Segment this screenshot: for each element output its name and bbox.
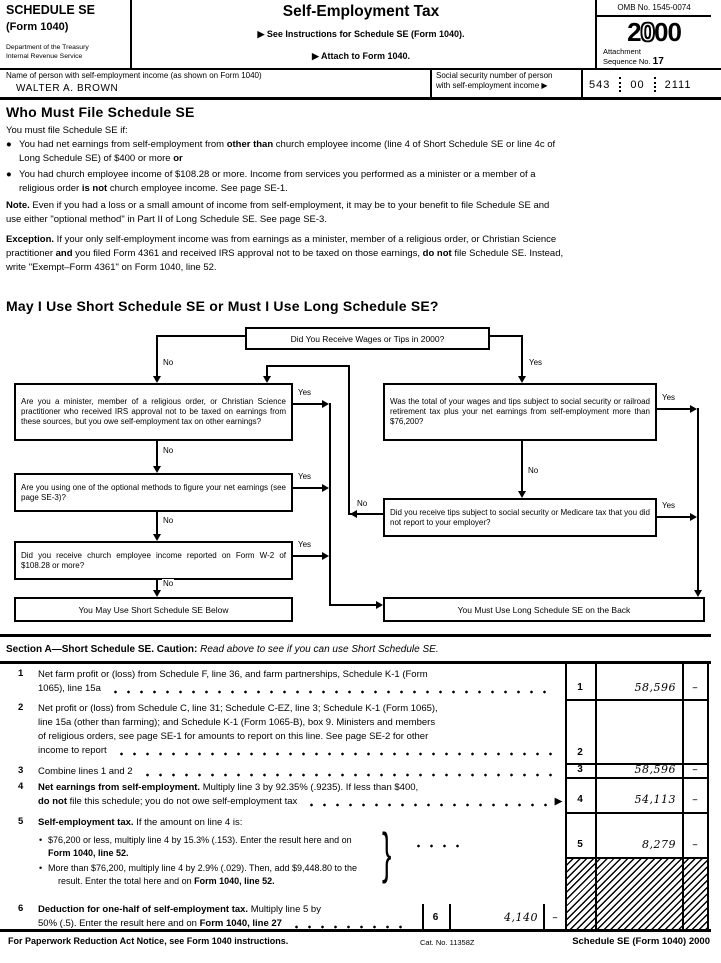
attachment-label: Attachment: [603, 47, 641, 56]
name-row-divider-1: [430, 68, 432, 97]
tax-year-part3: 00: [654, 17, 681, 47]
no-label: No: [163, 358, 174, 367]
line-5-bullet-2: • More than $76,200, multiply line 4 by 2.9% (.029). Then, add $9,448.80 to the result. Enter the total here and on Form 1040, line 52.: [39, 863, 358, 886]
exception-paragraph: Exception. If your only self-employment income was from earnings as a minister, member of a religious order, or Christian Science practitioner and you filed Form 4361 and received IRS approval not to be taxed on those earnings, do not file Schedule SE. Instead, write "Exempt–Form 4361" on Form 1040, line 52.: [6, 234, 564, 273]
no-label: No: [163, 579, 174, 588]
line-item-2-text: Net profit or (loss) from Schedule C, line 31; Schedule C-EZ, line 3; Schedule K-1 (Form 1065), line 15a (other than farming); and Schedule K-1 (Form 1065-B), box 9. Ministers and members of religious orders, see page SE-1 for amounts to report on this line. See page SE-2 for other income to report: [38, 702, 562, 758]
tax-year: [597, 17, 711, 48]
dot-leader: [305, 797, 548, 809]
line-2-row-number: 2: [577, 747, 583, 758]
section-rule: [0, 634, 711, 637]
brace-glyph: }: [382, 821, 392, 884]
omb-number: OMB No. 1545-0074: [597, 3, 711, 17]
line-6-amount-field[interactable]: 4,140: [504, 911, 538, 924]
minister-question-box: Are you a minister, member of a religious order, or Christian Science practitioner who received IRS approval not to be taxed on earnings from these sources, but you owe self-employment tax on other earnings?: [14, 383, 293, 441]
ssn-field[interactable]: [589, 77, 691, 92]
bullet-icon: ●: [6, 139, 12, 150]
flow-line: [348, 365, 350, 515]
ssn-separator: [619, 77, 621, 92]
line-5-row-number: 5: [577, 839, 583, 850]
line-3-row-number: 3: [577, 764, 583, 775]
church-income-question-box: Did you receive church employee income reported on Form W-2 of $108.28 or more?: [14, 541, 293, 580]
yes-label: Yes: [529, 358, 543, 367]
ssn-separator: [654, 77, 656, 92]
flow-arrow-down: [518, 376, 526, 383]
line-item-5-text: Self-employment tax. If the amount on line 4 is:: [38, 817, 243, 828]
unreported-tips-question-box: Did you receive tips subject to social security or Medicare tax that you did not report to your employer?: [383, 498, 657, 537]
bullet-icon: •: [39, 863, 43, 873]
flow-line: [156, 441, 158, 468]
paperwork-notice: For Paperwork Reduction Act Notice, see Form 1040 instructions.: [8, 936, 289, 946]
flowchart: [0, 320, 721, 628]
flow-line: [657, 516, 691, 518]
table-bottom-rule: [0, 929, 711, 932]
line-5-number: 5: [18, 816, 24, 827]
flow-arrow-right: [690, 405, 697, 413]
line-1-number: 1: [18, 668, 24, 679]
bullet-icon: •: [39, 835, 43, 845]
line-6-number: 6: [18, 903, 24, 914]
flow-arrow-right: [322, 484, 329, 492]
yes-label: Yes: [298, 472, 312, 481]
line-6-box-number: 6: [432, 912, 439, 923]
table-row-line: [565, 857, 709, 859]
line-item-6-text: Deduction for one-half of self-employment tax. Multiply line 5 by 50% (.5). Enter the result here and on Form 1040, line 27: [38, 903, 418, 931]
form-footer-id: Schedule SE (Form 1040) 2000: [572, 936, 710, 947]
flow-line: [156, 512, 158, 536]
line-5-amount-field[interactable]: 8,279: [642, 838, 676, 851]
table-top-rule: [0, 661, 711, 664]
flow-line: [266, 365, 350, 367]
flow-arrow-right: [690, 513, 697, 521]
see-instructions-note: ▶ See Instructions for Schedule SE (Form 1040).: [257, 29, 465, 39]
flow-line: [329, 403, 331, 606]
name-field[interactable]: WALTER A. BROWN: [16, 83, 119, 94]
flow-line: [490, 335, 523, 337]
flow-arrow-down: [153, 590, 161, 597]
form-header: [0, 0, 721, 68]
flow-line: [697, 408, 699, 590]
table-row-line: [565, 699, 709, 701]
ssn-label: Social security number of person with self-employment income ▶: [436, 71, 553, 90]
dot-leader: [115, 746, 556, 758]
tax-year-part2: 0: [640, 17, 654, 47]
line-4-cents-field[interactable]: –: [692, 793, 698, 806]
table-row-line: [565, 777, 709, 779]
name-row-divider-2: [581, 68, 583, 97]
line-item-1-text: Net farm profit or (loss) from Schedule F, line 36, and farm partnerships, Schedule K-1 (Form 1065), line 15a: [38, 668, 562, 696]
flow-line: [156, 335, 245, 337]
dot-leader: [412, 838, 460, 850]
hatched-area: [566, 858, 709, 929]
line-6-cell-border: [449, 904, 451, 930]
flowchart-heading: May I Use Short Schedule SE or Must I Use Long Schedule SE?: [6, 298, 439, 314]
flow-arrow-right: [322, 552, 329, 560]
line-1-row-number: 1: [577, 682, 583, 693]
no-label: No: [357, 499, 368, 508]
name-row-bottom-rule: [0, 97, 721, 100]
line-4-amount-field[interactable]: 54,113: [634, 793, 676, 806]
line-6-cents-field[interactable]: –: [552, 911, 558, 924]
wages-threshold-question-box: Was the total of your wages and tips subject to social security or railroad retirement tax plus your net earnings from self-employment more than $76,200?: [383, 383, 657, 441]
ssn-part-2[interactable]: 00: [630, 78, 645, 91]
flow-arrow-down: [263, 376, 271, 383]
optional-methods-question-box: Are you using one of the optional methods to figure your net earnings (see page SE-3)?: [14, 473, 293, 512]
flow-arrow-right: [322, 400, 329, 408]
no-label: No: [528, 466, 539, 475]
flow-line: [329, 604, 376, 606]
who-intro: You must file Schedule SE if:: [6, 125, 128, 136]
line-4-row-number: 4: [577, 794, 583, 805]
section-a-heading: Section A—Short Schedule SE. Caution: Read above to see if you can use Short Schedule SE.: [6, 644, 439, 655]
dot-leader: [141, 767, 556, 779]
line-2-number: 2: [18, 702, 24, 713]
wages-tips-question-box: Did You Receive Wages or Tips in 2000?: [245, 327, 490, 350]
line-4-number: 4: [18, 781, 24, 792]
line-5-bullet-1: • $76,200 or less, multiply line 4 by 15.3% (.153). Enter the result here and on Form 1040, line 52.: [39, 835, 352, 858]
flow-line: [293, 403, 323, 405]
catalog-number: Cat. No. 11358Z: [420, 938, 475, 947]
yes-label: Yes: [298, 540, 312, 549]
attach-note: ▶ Attach to Form 1040.: [311, 51, 411, 61]
ssn-part-1[interactable]: 543: [589, 78, 611, 91]
yes-label: Yes: [662, 393, 676, 402]
line-item-4-text: Net earnings from self-employment. Multiply line 3 by 92.35% (.9235). If less than $400, do not file this schedule; you do not owe self-employment tax ▶: [38, 782, 562, 807]
form-title: Self-Employment Tax: [282, 3, 440, 20]
flow-line: [521, 441, 523, 493]
flow-line: [293, 487, 323, 489]
sequence-label: Sequence No. 17: [603, 56, 664, 67]
who-bullet-1: ● You had net earnings from self-employment from other than church employee income (line 4 of Short Schedule SE or line 4c of Long Schedule SE) of $400 or more or: [6, 139, 556, 164]
form-number-label: (Form 1040): [6, 21, 69, 33]
flow-line: [293, 555, 323, 557]
flow-line: [521, 335, 523, 376]
line-3-amount-field[interactable]: 58,596: [634, 763, 676, 776]
name-ssn-row: [0, 70, 721, 97]
note-paragraph: Note. Even if you had a loss or a small amount of income from self-employment, it may be to your benefit to file Schedule SE and use either "optional method" in Part II of Long Schedule SE. See page SE-3.: [6, 200, 550, 225]
flow-arrow-down: [694, 590, 702, 597]
line-5-cents-field[interactable]: –: [692, 838, 698, 851]
flow-arrow-down: [153, 376, 161, 383]
flow-arrow-down: [153, 466, 161, 473]
yes-label: Yes: [298, 388, 312, 397]
short-schedule-result-box: You May Use Short Schedule SE Below: [14, 597, 293, 622]
flow-arrow-down: [153, 534, 161, 541]
no-label: No: [163, 516, 174, 525]
yes-label: Yes: [662, 501, 676, 510]
dot-leader: [109, 684, 556, 696]
flow-arrow-down: [518, 491, 526, 498]
line-1-cents-field[interactable]: –: [692, 681, 698, 694]
sequence-number: 17: [652, 56, 664, 67]
flow-line: [266, 365, 268, 376]
line-item-3-text: Combine lines 1 and 2: [38, 765, 562, 779]
tax-year-part1: 2: [627, 17, 641, 47]
bullet-icon: ●: [6, 169, 12, 180]
who-must-file-heading: Who Must File Schedule SE: [6, 104, 195, 120]
ssn-part-3[interactable]: 2111: [664, 78, 692, 91]
who-bullet-2: ● You had church employee income of $108.28 or more. Income from services you performed as a minister or a member of a religious order is not church employee income. See page SE-1.: [6, 169, 536, 194]
name-label: Name of person with self-employment income (as shown on Form 1040): [6, 71, 262, 80]
long-schedule-result-box: You Must Use Long Schedule SE on the Back: [383, 597, 705, 622]
line-3-number: 3: [18, 765, 24, 776]
flow-line: [657, 408, 691, 410]
short-schedule-table: [0, 660, 721, 940]
line-1-amount-field[interactable]: 58,596: [634, 681, 676, 694]
flow-arrow-left: [350, 510, 357, 518]
carry-arrow-icon: ▶: [554, 796, 562, 807]
no-label: No: [163, 446, 174, 455]
line-6-cell-border: [543, 904, 545, 930]
line-3-cents-field[interactable]: –: [692, 763, 698, 776]
schedule-label: SCHEDULE SE: [6, 3, 95, 17]
dept-line-2: Internal Revenue Service: [6, 53, 83, 60]
table-row-line: [565, 812, 709, 814]
flow-arrow-right: [376, 601, 383, 609]
flow-line: [156, 335, 158, 376]
dept-line-1: Department of the Treasury: [6, 44, 89, 51]
